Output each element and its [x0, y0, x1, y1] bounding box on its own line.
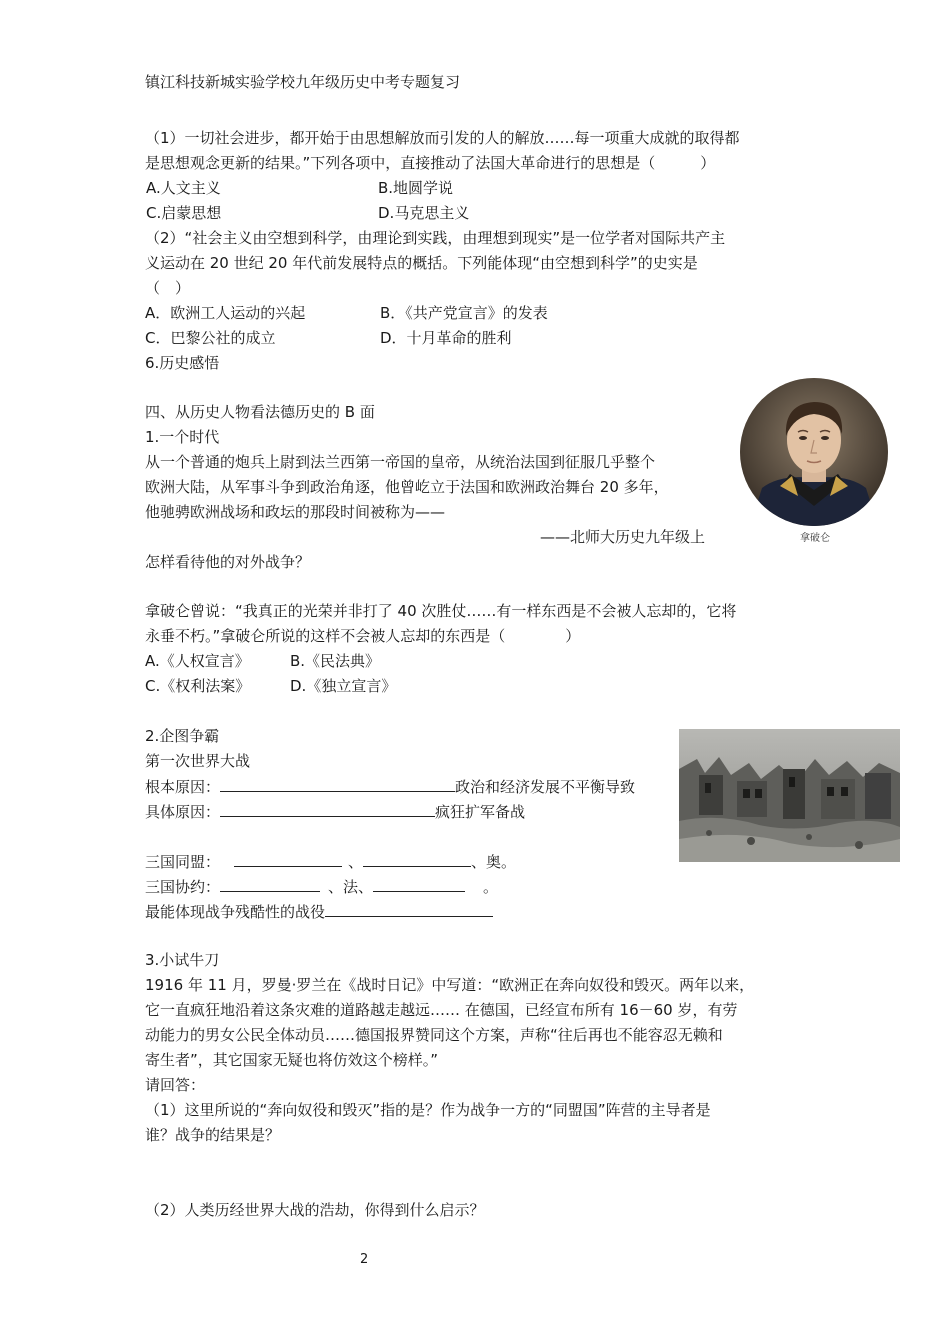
section4-sub1: 1.一个时代: [145, 428, 220, 446]
section4-title: 四、从历史人物看法德历史的 B 面: [145, 403, 375, 421]
napoleon-quote-line2: 永垂不朽。”拿破仑所说的这样不会被人忘却的东西是（ ）: [145, 627, 581, 645]
napoleon-portrait-figure: [736, 376, 894, 546]
foreign-war-question: 怎样看待他的对外战争？: [145, 553, 311, 571]
triple-entente-end: 。: [483, 878, 499, 896]
napoleon-option-d: D.《独立宣言》: [290, 677, 397, 695]
document-header: 镇江科技新城实验学校九年级历史中考专题复习: [145, 73, 461, 91]
q1-stem-line2: 是思想观念更新的结果。”下列各项中，直接推动了法国大革命进行的思想是（ ）: [145, 154, 716, 172]
q2-stem-line2: 义运动在 20 世纪 20 年代前发展特点的概括。下列能体现“由空想到科学”的史实是: [145, 254, 698, 272]
rolland-passage-line2: 它一直疯狂地沿着这条灾难的道路越走越远…… 在德国，已经宣布所有 16－60 岁，有劳: [145, 1001, 738, 1019]
napoleon-paragraph-line3: 他驰骋欧洲战场和政坛的那段时间被称为——: [145, 503, 446, 521]
specific-cause-blank[interactable]: [220, 801, 435, 817]
rolland-passage-line4: 寄生者”，其它国家无疑也将仿效这个榜样。”: [145, 1051, 439, 1069]
napoleon-option-c: C.《权利法案》: [145, 677, 251, 695]
napoleon-paragraph-line2: 欧洲大陆，从军事斗争到政治角逐，他曾屹立于法国和欧洲政治舞台 20 多年，: [145, 478, 669, 496]
q2-option-a: A．欧洲工人运动的兴起: [145, 304, 306, 322]
root-cause-label: 根本原因：: [145, 778, 221, 796]
napoleon-paragraph-line1: 从一个普通的炮兵上尉到法兰西第一帝国的皇帝，从统治法国到征服几乎整个: [145, 453, 656, 471]
q2-option-d: D．十月革命的胜利: [380, 329, 512, 347]
q1-option-b: B.地圆学说: [378, 179, 454, 197]
q1-option-a: A.人文主义: [146, 179, 221, 197]
specific-cause-line: [145, 801, 525, 822]
source-citation: ——北师大历史九年级上: [540, 528, 706, 546]
triple-entente-middle: 、法、: [328, 878, 374, 896]
triple-alliance-label: 三国同盟：: [145, 853, 221, 871]
sub-question-2: （2）人类历经世界大战的浩劫，你得到什么启示？: [145, 1201, 485, 1219]
war-ruins-photo: [679, 729, 900, 862]
item-6-heading: 6.历史感悟: [145, 354, 220, 372]
cruel-battle-blank[interactable]: [325, 901, 493, 917]
triple-alliance-end: 、奥。: [471, 853, 517, 871]
napoleon-option-a: A.《人权宣言》: [145, 652, 250, 670]
rolland-passage-line3: 动能力的男女公民全体动员……德国报界赞同这个方案，声称“往后再也不能容忍无赖和: [145, 1026, 723, 1044]
q2-stem-line3: （ ）: [145, 279, 191, 297]
section-sub2: 2.企图争霸: [145, 727, 220, 745]
triple-alliance-blank-2[interactable]: [363, 851, 471, 867]
triple-entente-blank-1[interactable]: [220, 876, 320, 892]
triple-entente-label: 三国协约：: [145, 878, 221, 896]
triple-alliance-line: [145, 851, 516, 872]
q2-option-c: C．巴黎公社的成立: [145, 329, 276, 347]
triple-alliance-separator: 、: [348, 853, 364, 871]
root-cause-line: [145, 776, 635, 797]
napoleon-portrait-image: [740, 378, 888, 526]
triple-alliance-blank-1[interactable]: [234, 851, 342, 867]
triple-entente-line: [145, 876, 498, 897]
root-cause-suffix: 政治和经济发展不平衡导致: [455, 778, 636, 796]
answer-prompt: 请回答：: [145, 1076, 206, 1094]
q1-stem-line1: （1）一切社会进步，都开始于由思想解放而引发的人的解放……每一项重大成就的取得都: [145, 129, 740, 147]
triple-entente-blank-2[interactable]: [373, 876, 465, 892]
ww1-heading: 第一次世界大战: [145, 752, 251, 770]
portrait-caption: 拿破仑: [800, 533, 830, 544]
root-cause-blank[interactable]: [220, 776, 455, 792]
napoleon-quote-line1: 拿破仑曾说：“我真正的光荣并非打了 40 次胜仗……有一样东西是不会被人忘却的，它将: [145, 602, 737, 620]
page-number: 2: [360, 1252, 369, 1267]
napoleon-option-b: B.《民法典》: [290, 652, 381, 670]
specific-cause-suffix: 疯狂扩军备战: [435, 803, 526, 821]
cruel-battle-label: 最能体现战争残酷性的战役: [145, 903, 326, 921]
sub-question-1-line1: （1）这里所说的“奔向奴役和毁灭”指的是？作为战争一方的“同盟国”阵营的主导者是: [145, 1101, 711, 1119]
rolland-passage-line1: 1916 年 11 月，罗曼·罗兰在《战时日记》中写道：“欧洲正在奔向奴役和毁灭。两年以来，: [145, 976, 755, 994]
cruel-battle-line: [145, 901, 493, 922]
sub-question-1-line2: 谁？战争的结果是？: [145, 1126, 281, 1144]
specific-cause-label: 具体原因：: [145, 803, 221, 821]
q2-stem-line1: （2）“社会主义由空想到科学，由理论到实践，由理想到现实”是一位学者对国际共产主: [145, 229, 726, 247]
q1-option-c: C.启蒙思想: [146, 204, 222, 222]
q2-option-b: B．《共产党宣言》的发表: [380, 304, 548, 322]
q1-option-d: D.马克思主义: [378, 204, 470, 222]
section-sub3: 3.小试牛刀: [145, 951, 220, 969]
